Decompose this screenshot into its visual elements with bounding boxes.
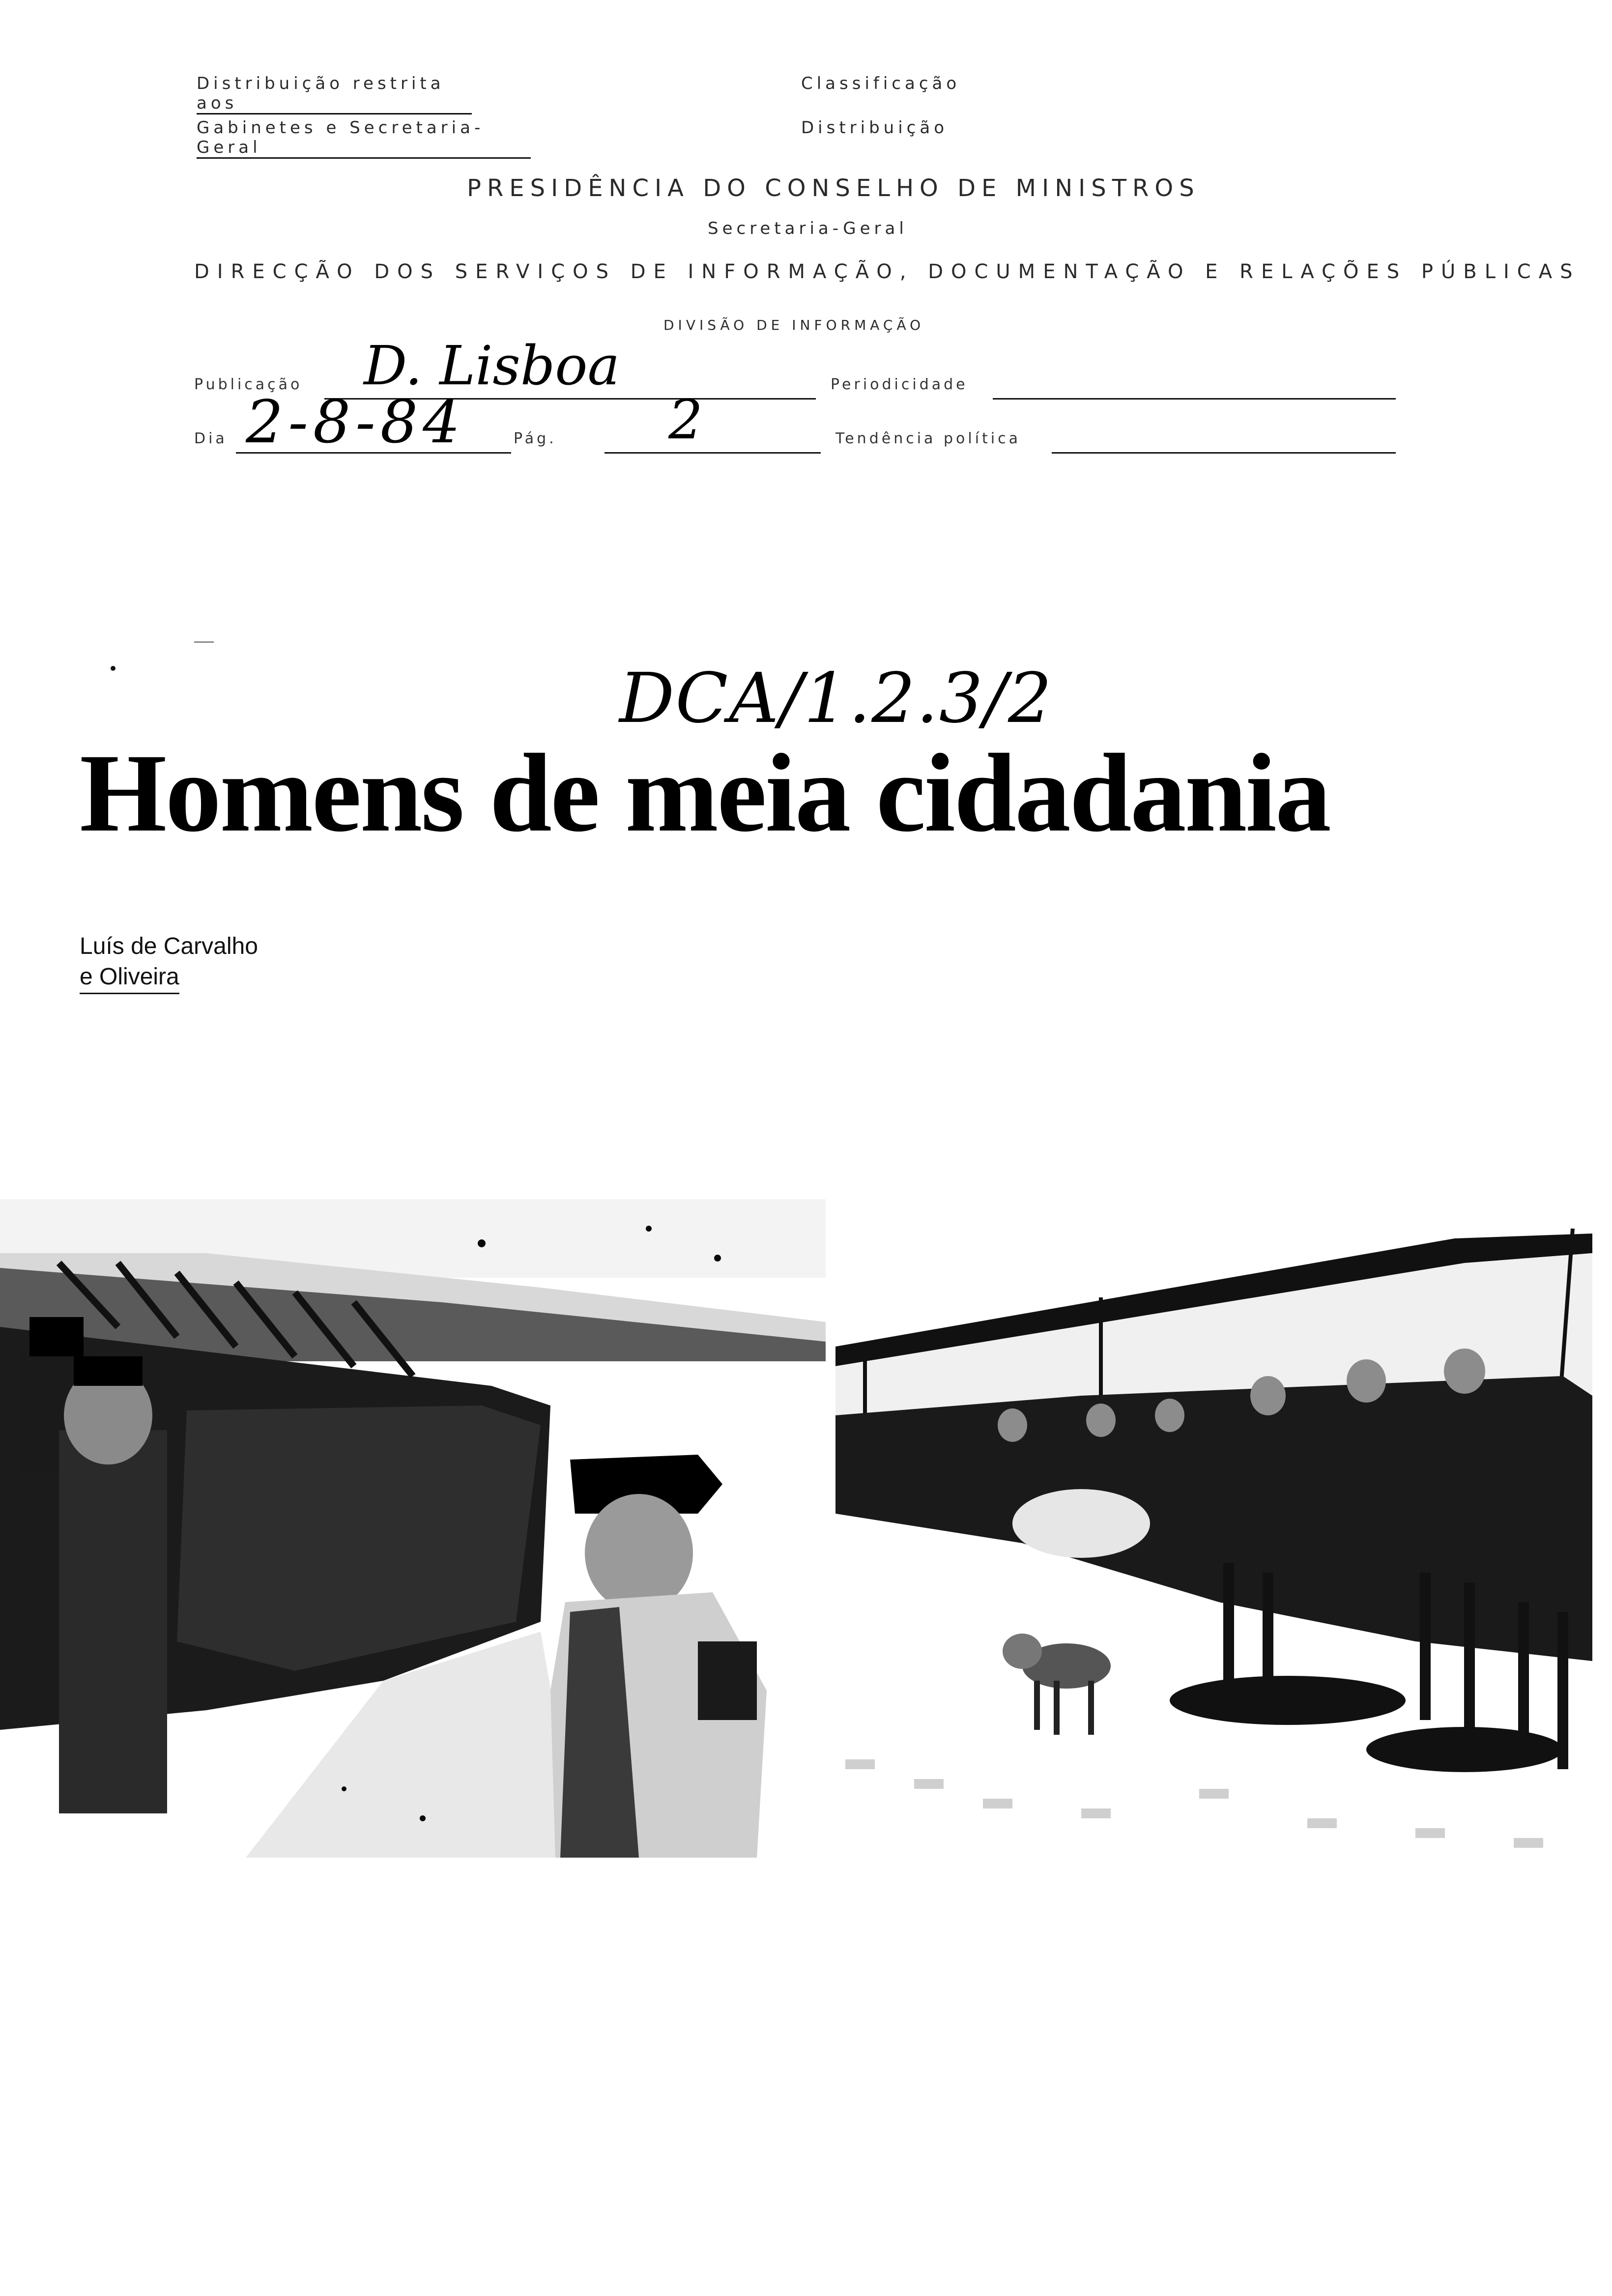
page-label: Pág.	[514, 430, 557, 447]
day-value: 2-8-84	[246, 388, 465, 457]
article-title: Homens de meia cidadania	[80, 731, 1330, 855]
author-line-2: e Oliveira	[80, 962, 179, 994]
distribution-restricted-label: Distribuição restrita aos	[197, 74, 472, 115]
page-value: 2	[668, 388, 703, 451]
tendency-label: Tendência política	[835, 430, 1021, 447]
stray-mark	[111, 666, 115, 671]
department-label: Secretaria-Geral	[708, 219, 908, 238]
tendency-field	[1052, 432, 1396, 454]
periodicity-label: Periodicidade	[831, 376, 968, 393]
photo-cavalry-parade	[826, 1219, 1592, 1877]
periodicity-field	[993, 378, 1396, 400]
cabinets-label: Gabinetes e Secretaria-Geral	[197, 118, 531, 159]
publication-value: D. Lisboa	[364, 334, 620, 397]
division-label: DIVISÃO DE INFORMAÇÃO	[663, 317, 925, 333]
page-field	[604, 388, 821, 454]
distribution-label: Distribuição	[801, 118, 949, 138]
publication-label: Publicação	[194, 376, 303, 393]
day-label: Dia	[194, 430, 228, 447]
archive-code: DCA/1.2.3/2	[619, 659, 1053, 739]
author-byline	[80, 931, 258, 994]
day-field	[236, 388, 511, 457]
photo-cavalry-parade-image	[826, 1219, 1592, 1877]
agency-title: PRESIDÊNCIA DO CONSELHO DE MINISTROS	[467, 174, 1200, 202]
author-line-1: Luís de Carvalho	[80, 933, 258, 959]
photo-officer-troops	[0, 1199, 826, 1858]
photo-officer-troops-image	[0, 1199, 826, 1858]
classification-label: Classificação	[801, 74, 961, 93]
directorate-label: DIRECÇÃO DOS SERVIÇOS DE INFORMAÇÃO, DOCUMENTAÇÃO E RELAÇÕES PÚBLICAS	[194, 260, 1581, 283]
stray-mark	[194, 641, 214, 643]
